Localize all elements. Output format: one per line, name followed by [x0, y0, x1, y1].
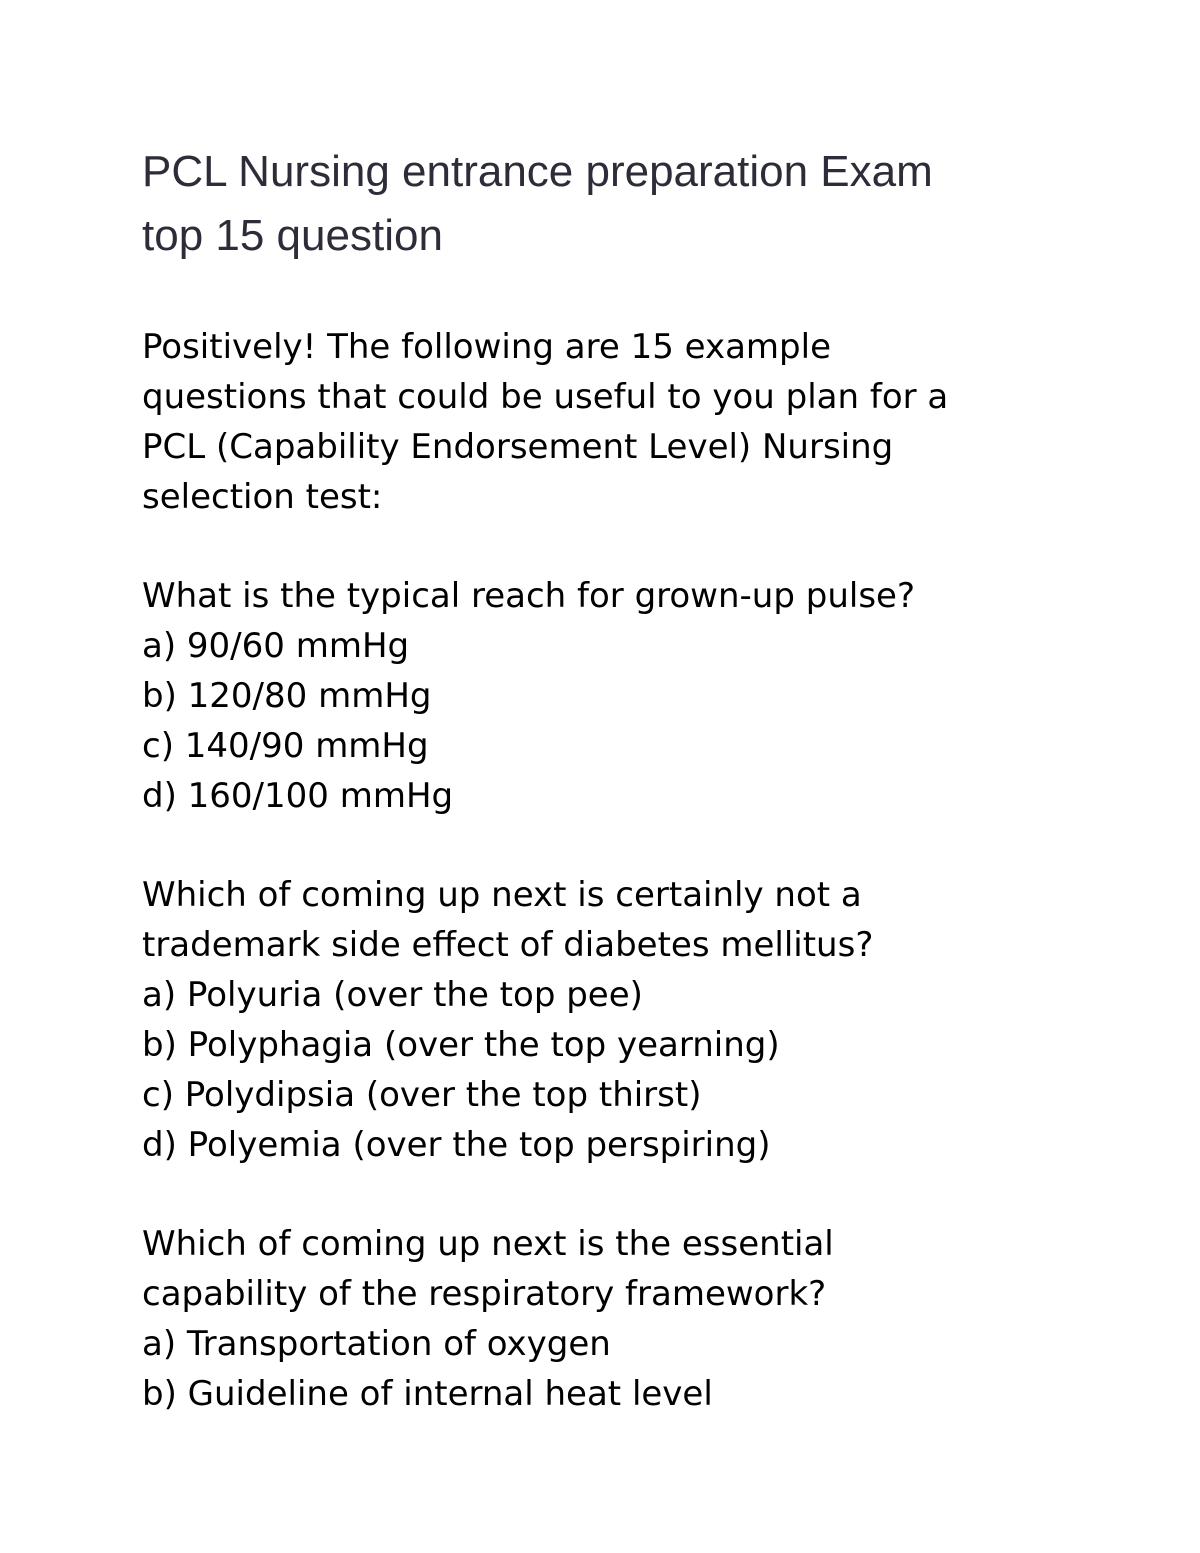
- answer-option: b) Guideline of internal heat level: [142, 1374, 713, 1414]
- question-text: trademark side effect of diabetes mellitus?: [142, 925, 874, 965]
- answer-option: c) Polydipsia (over the top thirst): [142, 1075, 702, 1115]
- intro-paragraph: [142, 322, 1142, 522]
- intro-line: Positively! The following are 15 example: [142, 327, 831, 367]
- answer-option: d) Polyemia (over the top perspiring): [142, 1125, 771, 1165]
- question-text: Which of coming up next is certainly not a: [142, 875, 862, 915]
- title-line: PCL Nursing entrance preparation Exam: [142, 147, 933, 196]
- answer-option: a) Transportation of oxygen: [142, 1324, 611, 1364]
- title-line: top 15 question: [142, 211, 443, 260]
- intro-line: selection test:: [142, 477, 383, 517]
- question-2: [142, 870, 1142, 1170]
- answer-option: c) 140/90 mmHg: [142, 726, 429, 766]
- document-page: [142, 140, 1142, 1468]
- document-title: [142, 140, 1142, 268]
- question-1: [142, 571, 1142, 821]
- question-text: Which of coming up next is the essential: [142, 1224, 834, 1264]
- question-text: capability of the respiratory framework?: [142, 1274, 827, 1314]
- answer-option: b) 120/80 mmHg: [142, 676, 432, 716]
- intro-line: questions that could be useful to you plan for a: [142, 377, 949, 417]
- answer-option: a) 90/60 mmHg: [142, 626, 410, 666]
- answer-option: d) 160/100 mmHg: [142, 776, 454, 816]
- question-text: What is the typical reach for grown-up pulse?: [142, 576, 916, 616]
- answer-option: b) Polyphagia (over the top yearning): [142, 1025, 780, 1065]
- intro-line: PCL (Capability Endorsement Level) Nursing: [142, 427, 894, 467]
- question-3: [142, 1219, 1142, 1419]
- answer-option: a) Polyuria (over the top pee): [142, 975, 643, 1015]
